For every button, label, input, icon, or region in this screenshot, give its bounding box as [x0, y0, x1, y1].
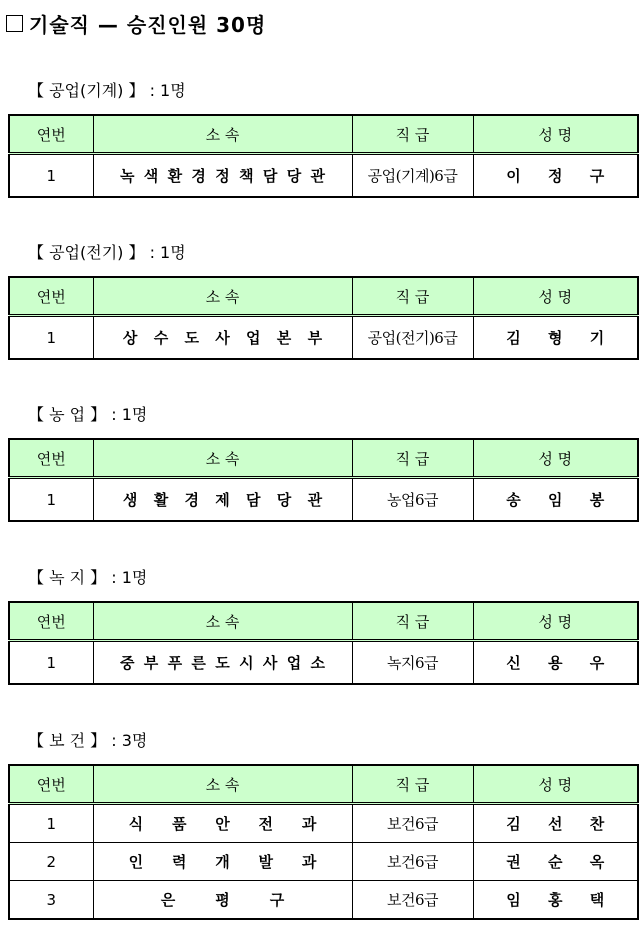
document-title [6, 8, 266, 38]
header-grade: 직 급 [352, 765, 473, 804]
personnel-table [8, 601, 639, 685]
row-name: 김 형 기 [473, 316, 638, 360]
row-grade: 공업(기계)6급 [352, 154, 473, 198]
row-name: 이 정 구 [473, 154, 638, 198]
header-grade: 직 급 [352, 277, 473, 316]
row-no: 1 [9, 804, 93, 843]
row-no: 1 [9, 316, 93, 360]
checkbox-icon [6, 15, 23, 32]
header-dept: 소 속 [93, 765, 352, 804]
row-name: 송 임 봉 [473, 478, 638, 522]
row-name: 임 홍 택 [473, 881, 638, 920]
row-dept: 생활경제담당관 [93, 478, 352, 522]
personnel-table [8, 114, 639, 198]
header-dept: 소 속 [93, 277, 352, 316]
header-no: 연번 [9, 277, 93, 316]
personnel-table [8, 276, 639, 360]
row-grade: 보건6급 [352, 843, 473, 881]
row-grade: 보건6급 [352, 804, 473, 843]
header-grade: 직 급 [352, 602, 473, 641]
header-name: 성 명 [473, 439, 638, 478]
table-row [9, 881, 638, 920]
table-row [9, 154, 638, 198]
header-name: 성 명 [473, 115, 638, 154]
row-name: 권 순 옥 [473, 843, 638, 881]
row-dept: 은평구 [93, 881, 352, 920]
row-grade: 녹지6급 [352, 641, 473, 685]
header-grade: 직 급 [352, 115, 473, 154]
row-name: 신 용 우 [473, 641, 638, 685]
header-dept: 소 속 [93, 439, 352, 478]
section-heading: 【 농 업 】 : 1명 [28, 404, 148, 424]
table-row [9, 316, 638, 360]
table-header-row [9, 602, 638, 641]
header-no: 연번 [9, 765, 93, 804]
row-dept: 인력개발과 [93, 843, 352, 881]
row-no: 3 [9, 881, 93, 920]
title-text: 기술직 — 승진인원 30명 [29, 12, 267, 37]
personnel-table [8, 438, 639, 522]
row-name: 김 선 찬 [473, 804, 638, 843]
header-name: 성 명 [473, 765, 638, 804]
row-dept: 녹색환경정책담당관 [93, 154, 352, 198]
table-row [9, 843, 638, 881]
header-no: 연번 [9, 115, 93, 154]
header-no: 연번 [9, 439, 93, 478]
row-no: 1 [9, 154, 93, 198]
table-header-row [9, 277, 638, 316]
row-grade: 보건6급 [352, 881, 473, 920]
header-grade: 직 급 [352, 439, 473, 478]
header-no: 연번 [9, 602, 93, 641]
row-dept: 중부푸른도시사업소 [93, 641, 352, 685]
section-heading: 【 녹 지 】 : 1명 [28, 567, 148, 587]
header-name: 성 명 [473, 602, 638, 641]
row-no: 1 [9, 641, 93, 685]
personnel-table [8, 764, 639, 920]
row-dept: 상수도사업본부 [93, 316, 352, 360]
header-dept: 소 속 [93, 602, 352, 641]
section-heading: 【 공업(기계) 】 : 1명 [28, 80, 186, 100]
row-no: 2 [9, 843, 93, 881]
table-header-row [9, 115, 638, 154]
row-grade: 공업(전기)6급 [352, 316, 473, 360]
table-row [9, 804, 638, 843]
row-no: 1 [9, 478, 93, 522]
table-row [9, 478, 638, 522]
row-grade: 농업6급 [352, 478, 473, 522]
section-heading: 【 보 건 】 : 3명 [28, 730, 148, 750]
table-row [9, 641, 638, 685]
header-name: 성 명 [473, 277, 638, 316]
row-dept: 식품안전과 [93, 804, 352, 843]
section-heading: 【 공업(전기) 】 : 1명 [28, 242, 186, 262]
table-header-row [9, 439, 638, 478]
header-dept: 소 속 [93, 115, 352, 154]
table-header-row [9, 765, 638, 804]
